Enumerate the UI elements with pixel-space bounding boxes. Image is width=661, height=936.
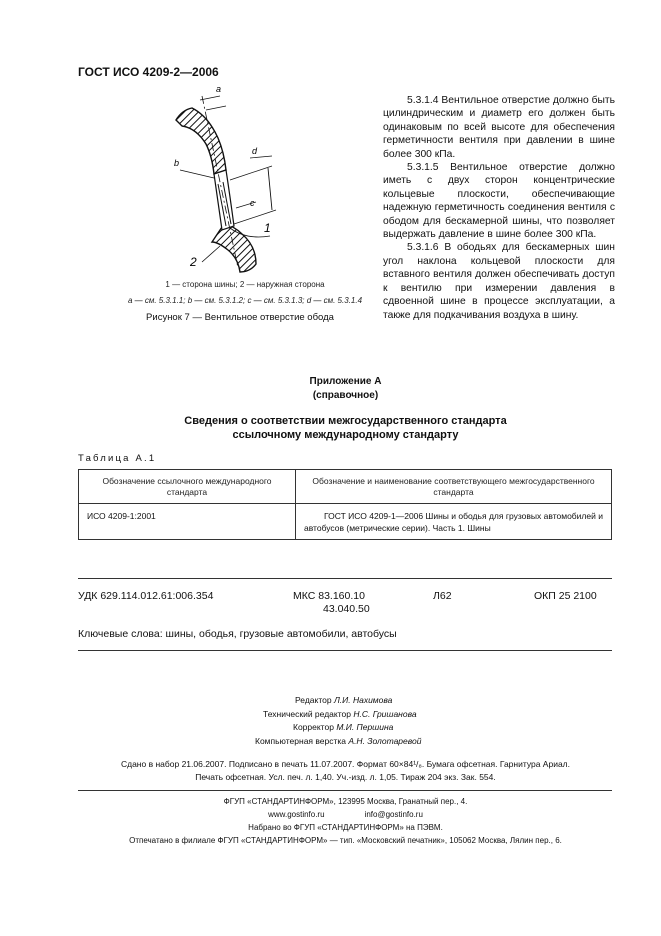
rim-wall <box>214 170 234 230</box>
annex-title: Сведения о соответствии межгосударственного стандарта ссылочному международному стандарту <box>184 415 507 441</box>
leader-2 <box>202 246 220 262</box>
table-cell: ИСО 4209-1:2001 <box>79 504 296 540</box>
label-2: 2 <box>190 255 197 269</box>
leader-b <box>180 170 214 178</box>
annex-label: Приложение А <box>309 376 382 387</box>
divider <box>78 650 612 651</box>
label-c: c <box>250 198 255 208</box>
table-header-cell: Обозначение ссылочного международного стандарта <box>79 470 296 504</box>
divider <box>78 790 612 791</box>
rim-upper-section <box>176 108 226 174</box>
label-d: d <box>252 146 258 156</box>
layout-name: А.Н. Золотаревой <box>348 735 422 746</box>
udk-code: УДК 629.114.012.61:006.354 <box>78 590 214 602</box>
website-link[interactable]: www.gostinfo.ru <box>268 810 325 819</box>
paragraph-5-3-1-6: 5.3.1.6 В ободьях для бескамерных шин угол наклона кольцевой плоскости для вставного вентиля должен обеспечивать доступ к вентилю при измерении давления в сдвоенной шине в процессе эксплуатации, а также для подкачивания воздуха в шину. <box>383 242 615 321</box>
table-header-row <box>79 470 612 504</box>
credits-block: Редактор Л.И. Нахимова Технический редактор Н.С. Гришанова Корректор М.И. Першина Компьютерная верстка А.Н. Золотаревой <box>255 695 422 746</box>
annex-type: (справочное) <box>312 390 379 401</box>
keywords: Ключевые слова: шины, ободья, грузовые автомобили, автобусы <box>78 628 397 640</box>
label-b: b <box>174 158 180 168</box>
page-header: ГОСТ ИСО 4209-2—2006 <box>78 65 219 79</box>
table-cell: ГОСТ ИСО 4209-1—2006 Шины и ободья для грузовых автомобилей и автобусов (метрические серии). Часть 1. Шины <box>296 504 612 540</box>
label-1: 1 <box>264 221 271 235</box>
paragraph-5-3-1-4: 5.3.1.4 Вентильное отверстие должно быть цилиндрическим и диаметр его должен быть одинаковым по всей высоте для обеспечения герметичности вентиля при давлении в шине более 300 кПа. <box>383 95 615 160</box>
okp-code: ОКП 25 2100 <box>534 590 597 602</box>
divider <box>78 578 612 579</box>
dimension-d-line <box>268 168 272 210</box>
figure-title: Рисунок 7 — Вентильное отверстие обода <box>146 312 334 323</box>
table-header-cell: Обозначение и наименование соответствующего межгосударственного стандарта <box>296 470 612 504</box>
correspondence-table <box>78 469 612 540</box>
section-5-3-1-text <box>383 94 615 322</box>
tech-editor-name: Н.С. Гришанова <box>353 708 417 719</box>
paragraph-5-3-1-5: 5.3.1.5 Вентильное отверстие должно иметь с двух сторон концентрические кольцевые плоскости, обеспечивающие надежную герметичность соединения вентиля с ободом для бескамерной шины, что позволяет выдержать давление в шине более 300 кПа. <box>383 162 615 241</box>
figure-legend-2: a — см. 5.3.1.1; b — см. 5.3.1.2; c — см. 5.3.1.3; d — см. 5.3.1.4 <box>127 296 363 305</box>
annex-heading <box>78 375 613 403</box>
valve-hole-figure <box>160 86 360 276</box>
figure-legend-1: 1 — сторона шины; 2 — наружная сторона <box>165 280 325 289</box>
l-code: Л62 <box>433 590 452 602</box>
publishing-info: Сдано в набор 21.06.2007. Подписано в печать 11.07.2007. Формат 60×84¹/₈. Бумага офсетная. Гарнитура Ариал. Печать офсетная. Усл. печ. л. 1,40. Уч.-изд. л. 1,05. Тираж 204 экз. Зак. 554. <box>120 759 570 782</box>
publisher-footer: ФГУП «СТАНДАРТИНФОРМ», 123995 Москва, Гранатный пер., 4. www.gostinfo.ru info@gostinfo.ru Набрано во ФГУП «СТАНДАРТИНФОРМ» на ПЭВМ. Отпечатано в филиале ФГУП «СТАНДАРТИНФОРМ» — тип. «Московский печатник», 105062 Москва, Лялин пер., 6. <box>129 797 562 845</box>
editor-name: Л.И. Нахимова <box>333 695 393 705</box>
email-link[interactable]: info@gostinfo.ru <box>364 810 423 819</box>
mks-code: МКС 83.160.10 43.040.50 <box>293 590 370 615</box>
table-label: Таблица А.1 <box>78 453 157 464</box>
corrector-name: М.И. Першина <box>336 722 394 732</box>
table-row <box>79 504 612 540</box>
label-a: a <box>216 86 222 94</box>
